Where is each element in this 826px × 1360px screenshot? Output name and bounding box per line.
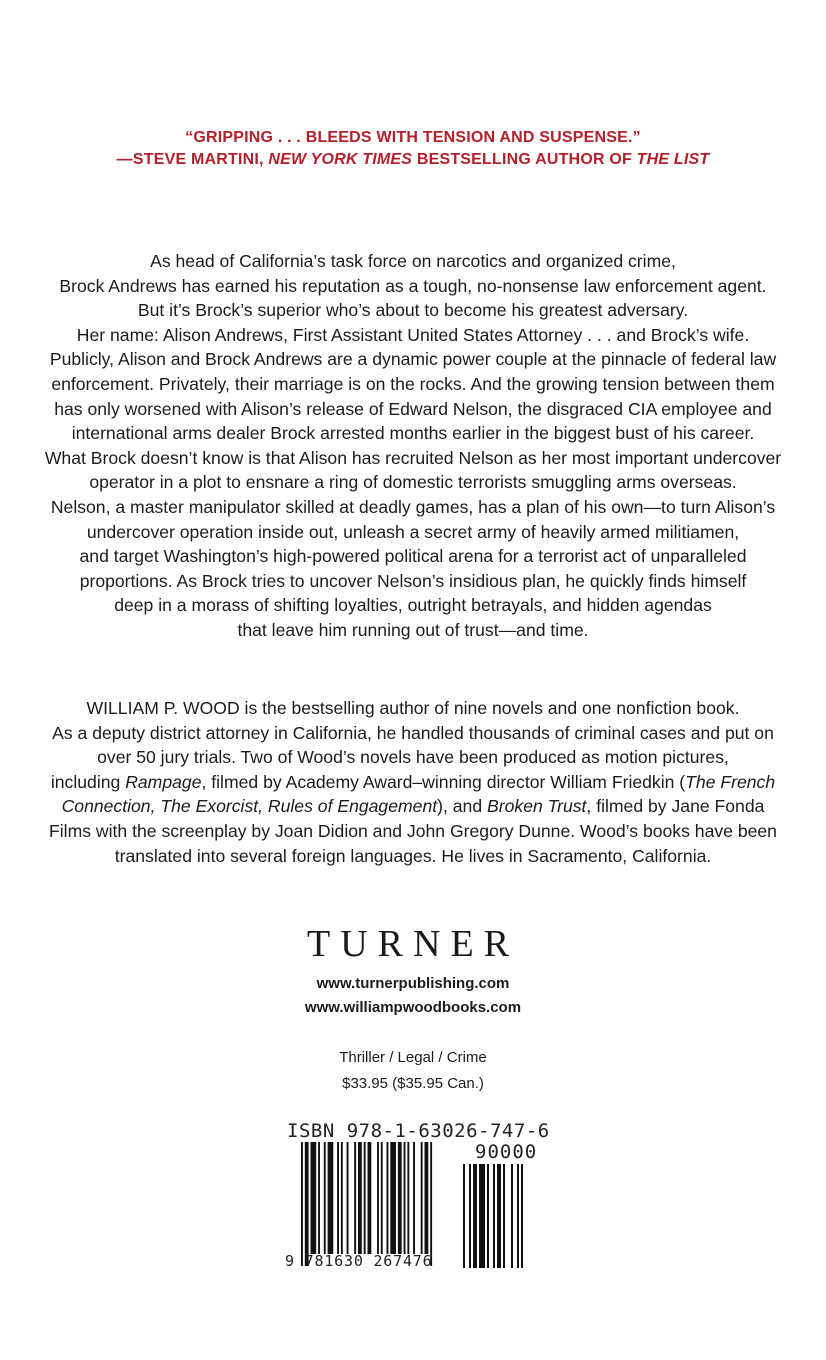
isbn-text: ISBN 978-1-63026-747-6 (287, 1120, 550, 1142)
barcode-bar (364, 1142, 366, 1254)
film-title: Rampage (125, 771, 202, 792)
bio-text: , filmed by Academy Award–winning director William Friedkin ( (201, 771, 686, 792)
synopsis-line: What Brock doesn’t know is that Alison has recruited Nelson as her most important undercover (44, 447, 782, 468)
bio-line: As a deputy district attorney in California, he handled thousands of criminal cases and put on (52, 722, 774, 743)
barcode-bar (318, 1142, 320, 1254)
blurb-quote: “GRIPPING . . . BLEEDS WITH TENSION AND SUSPENSE.” (185, 129, 641, 146)
barcode-bar (358, 1142, 362, 1254)
attribution-prefix: —STEVE MARTINI, (116, 151, 269, 168)
barcode-bar (328, 1142, 334, 1254)
barcode-bar (305, 1142, 309, 1266)
addon-bar (473, 1164, 477, 1268)
addon-bar (503, 1164, 505, 1268)
ean-digits: 9 781630 267476 (285, 1252, 433, 1270)
barcode (285, 1120, 553, 1280)
addon-bar (487, 1164, 489, 1268)
bio-line: over 50 jury trials. Two of Wood’s novels have been produced as motion pictures, (97, 747, 729, 768)
synopsis-line: international arms dealer Brock arrested months earlier in the biggest bust of his career. (71, 423, 755, 444)
barcode-bar (311, 1142, 317, 1254)
barcode-bar (341, 1142, 343, 1254)
synopsis-line: Her name: Alison Andrews, First Assistant United States Attorney . . . and Brock’s wife. (76, 324, 750, 345)
genre-label: Thriller / Legal / Crime (339, 1049, 487, 1066)
barcode-bar (407, 1142, 409, 1254)
synopsis (0, 249, 826, 643)
addon-bar (511, 1164, 513, 1268)
attribution-middle: BESTSELLING AUTHOR OF (412, 151, 637, 168)
bio-text: ), and (437, 796, 488, 817)
synopsis-line: that leave him running out of trust—and time. (237, 619, 589, 640)
barcode-bar (324, 1142, 326, 1254)
barcode-bar (430, 1142, 432, 1266)
barcode-bar (404, 1142, 406, 1254)
bio-line: WILLIAM P. WOOD is the bestselling author of nine novels and one nonfiction book. (86, 698, 740, 718)
synopsis-line: deep in a morass of shifting loyalties, outright betrayals, and hidden agendas (114, 595, 712, 616)
bio-line: translated into several foreign languages. He lives in Sacramento, California. (114, 845, 712, 866)
barcode-bar (421, 1142, 423, 1254)
addon-bar (497, 1164, 501, 1268)
film-title: Broken Trust (487, 796, 587, 817)
blurb (0, 127, 826, 171)
synopsis-line: Nelson, a master manipulator skilled at deadly games, has a plan of his own—to turn Alison’s (50, 496, 776, 517)
publisher-url: www.turnerpublishing.com (316, 975, 510, 992)
addon-bar (493, 1164, 495, 1268)
genre-price (0, 1045, 826, 1097)
barcode-bar (377, 1142, 379, 1254)
synopsis-line: and target Washington’s high-powered political arena for a terrorist act of unparalleled (79, 546, 747, 567)
bio-line (0, 794, 826, 819)
author-bio (0, 696, 826, 868)
synopsis-line: As head of California’s task force on narcotics and organized crime, (150, 251, 676, 271)
synopsis-line: Publicly, Alison and Brock Andrews are a dynamic power couple at the pinnacle of federal law (49, 349, 777, 370)
synopsis-line: undercover operation inside out, unleash a secret army of heavily armed militiamen, (86, 521, 740, 542)
synopsis-line: But it’s Brock’s superior who’s about to become his greatest adversary. (137, 300, 689, 321)
barcode-bar (301, 1142, 303, 1266)
synopsis-line: Brock Andrews has earned his reputation as a tough, no-nonsense law enforcement agent. (59, 275, 767, 296)
bio-line (0, 770, 826, 795)
attribution-book: THE LIST (636, 151, 710, 168)
barcode-bar (413, 1142, 415, 1254)
film-title: Connection, The Exorcist, Rules of Engagement (61, 796, 438, 817)
barcode-bar (354, 1142, 356, 1254)
bio-line: Films with the screenplay by Joan Didion and John Gregory Dunne. Wood’s books have been (49, 820, 777, 841)
bio-text: including (50, 771, 126, 792)
blurb-attribution (0, 149, 826, 171)
barcode-bar (425, 1142, 429, 1254)
addon-bar (517, 1164, 519, 1268)
attribution-publication: NEW YORK TIMES (268, 151, 413, 168)
barcode-bar (337, 1142, 339, 1254)
bio-text: , filmed by Jane Fonda (586, 796, 765, 817)
addon-bar (469, 1164, 471, 1268)
addon-digits: 90000 (475, 1141, 538, 1163)
price-label: $33.95 ($35.95 Can.) (342, 1075, 484, 1092)
barcode-bar (347, 1142, 349, 1254)
synopsis-line: operator in a plot to ensnare a ring of domestic terrorists smuggling arms overseas. (89, 472, 737, 493)
author-url: www.williampwoodbooks.com (304, 999, 522, 1016)
barcode-bar (398, 1142, 402, 1254)
publisher-urls (0, 972, 826, 1020)
publisher-logo: TURNER (307, 923, 519, 965)
addon-bar (479, 1164, 485, 1268)
film-title: The French (685, 771, 776, 792)
synopsis-line: proportions. As Brock tries to uncover Nelson’s insidious plan, he quickly finds himself (79, 570, 747, 591)
barcode-bar (381, 1142, 383, 1254)
synopsis-line: enforcement. Privately, their marriage is on the rocks. And the growing tension between them (51, 373, 775, 394)
barcode-bar (387, 1142, 389, 1254)
addon-bar (521, 1164, 523, 1268)
synopsis-line: has only worsened with Alison’s release of Edward Nelson, the disgraced CIA employee and (54, 398, 772, 419)
barcode-bar (368, 1142, 372, 1254)
barcode-bar (390, 1142, 396, 1254)
addon-bar (463, 1164, 465, 1268)
